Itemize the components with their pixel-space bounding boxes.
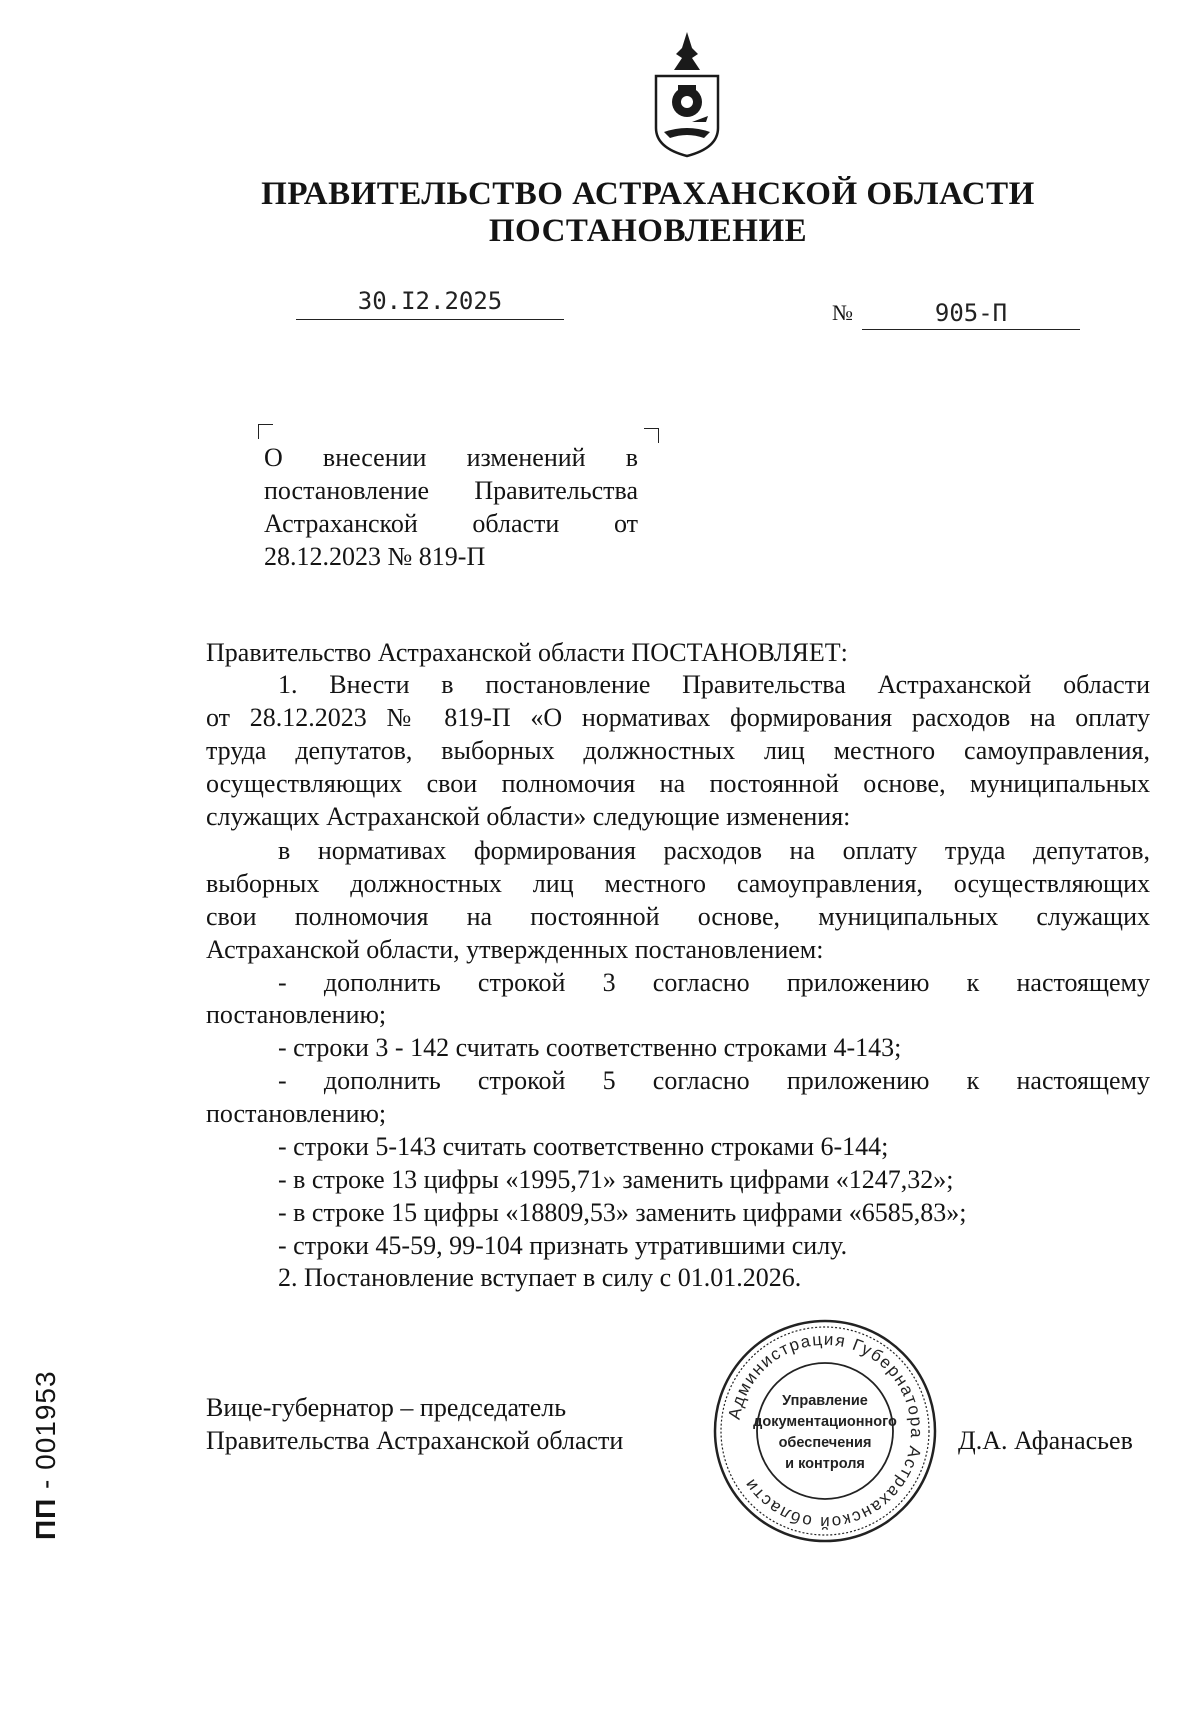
svg-text:Администрация Губернатора Астр — [725, 1330, 926, 1532]
signatory-position: Правительства Астраханской области — [206, 1426, 624, 1455]
body-line: - дополнить строкой 3 согласно приложению к настоящему — [278, 968, 1150, 997]
title-corner-right — [644, 428, 659, 443]
seal-center-line: и контроля — [785, 1456, 865, 1472]
seal-center-line: документационного — [753, 1414, 897, 1430]
body-line: Правительство Астраханской области ПОСТАНОВЛЯЕТ: — [206, 638, 848, 667]
body-line: постановлению; — [206, 1000, 387, 1029]
body-line: в нормативах формирования расходов на оплату труда депутатов, — [278, 836, 1150, 865]
seal-center-line: обеспечения — [778, 1435, 872, 1451]
body-line: - в строке 15 цифры «18809,53» заменить цифрами «6585,83»; — [278, 1198, 967, 1227]
registration-number-field — [862, 299, 1080, 330]
registration-date: 30.I2.2025 — [357, 287, 503, 315]
seal-center-line: Управление — [782, 1393, 868, 1409]
body-line: - строки 45-59, 99-104 признать утратившими силу. — [278, 1231, 848, 1260]
body-line: Астраханской области, утвержденных постановлением: — [206, 935, 824, 964]
body-line: постановлению; — [206, 1099, 387, 1128]
body-line: 1. Внести в постановление Правительства Астраханской области — [278, 670, 1150, 699]
government-heading: ПРАВИТЕЛЬСТВО АСТРАХАНСКОЙ ОБЛАСТИ — [261, 176, 1035, 212]
body-line: - дополнить строкой 5 согласно приложению к настоящему — [278, 1066, 1150, 1095]
signatory-name: Д.А. Афанасьев — [958, 1426, 1133, 1455]
body-line: - в строке 13 цифры «1995,71» заменить цифрами «1247,32»; — [278, 1165, 954, 1194]
title-corner-left — [258, 424, 273, 439]
body-line: от 28.12.2023 № 819-П «О нормативах формирования расходов на оплату — [206, 703, 1150, 732]
number-sign: № — [832, 300, 853, 325]
title-line: 28.12.2023 № 819-П — [264, 542, 486, 571]
signatory-position: Вице-губернатор – председатель — [206, 1393, 567, 1422]
body-line: 2. Постановление вступает в силу с 01.01.2026. — [278, 1263, 802, 1292]
body-line: свои полномочия на постоянной основе, муниципальных служащих — [206, 902, 1150, 931]
title-line: постановление Правительства — [264, 476, 638, 505]
body-line: осуществляющих свои полномочия на постоянной основе, муниципальных — [206, 769, 1150, 798]
registry-code-number: - 001953 — [30, 1370, 61, 1498]
title-line: О внесении изменений в — [264, 443, 638, 472]
body-line: - строки 3 - 142 считать соответственно строками 4-143; — [278, 1033, 902, 1062]
body-line: труда депутатов, выборных должностных лиц местного самоуправления, — [206, 736, 1150, 765]
registry-code-vertical — [30, 1370, 62, 1540]
seal-ring-text: Администрация Губернатора Астраханской области — [724, 1329, 927, 1533]
body-line: - строки 5-143 считать соответственно строками 6-144; — [278, 1132, 889, 1161]
official-seal-stamp — [712, 1318, 938, 1544]
document-type-heading: ПОСТАНОВЛЕНИЕ — [488, 213, 808, 249]
registration-number: 905-П — [934, 299, 1008, 327]
body-line: выборных должностных лиц местного самоуправления, осуществляющих — [206, 869, 1150, 898]
coat-of-arms-icon — [648, 30, 726, 158]
title-line: Астраханской области от — [264, 509, 638, 538]
registry-code-prefix: ПП — [30, 1497, 61, 1540]
registration-date-field — [296, 289, 564, 320]
body-line: служащих Астраханской области» следующие изменения: — [206, 802, 851, 831]
